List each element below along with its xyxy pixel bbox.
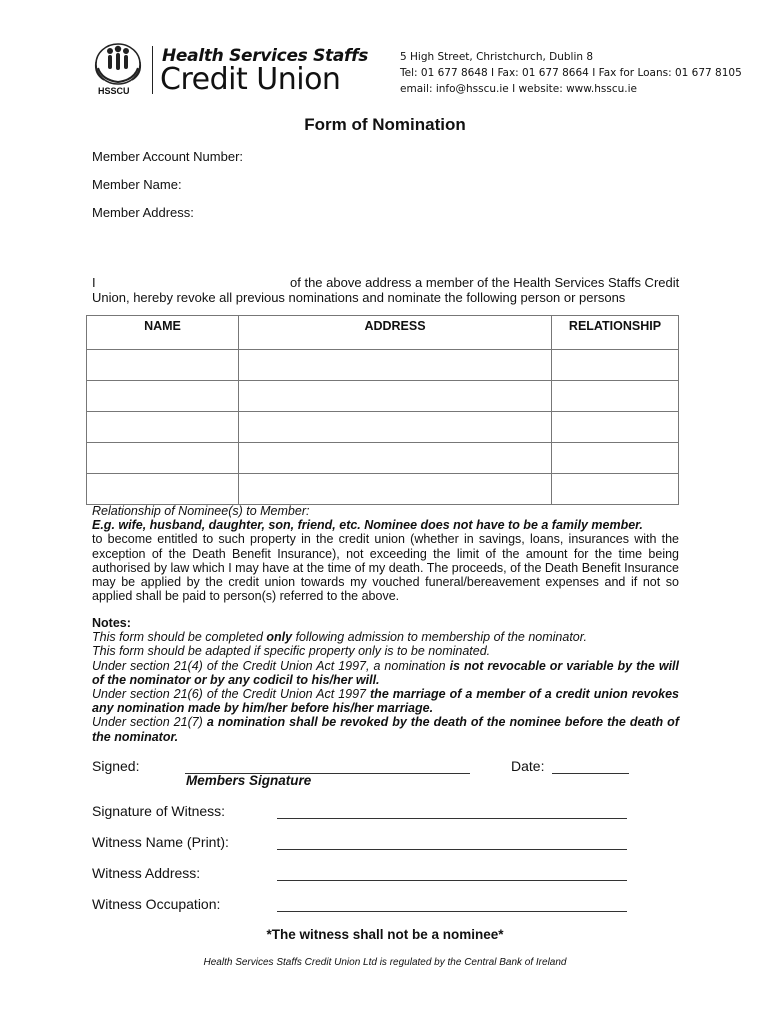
relationship-cell[interactable] [552, 443, 679, 474]
notes-heading: Notes: [92, 616, 131, 630]
org-address: 5 High Street, Christchurch, Dublin 8 [400, 51, 594, 63]
table-row [87, 474, 679, 505]
date-line[interactable] [552, 773, 629, 774]
table-row [87, 443, 679, 474]
declaration-line2: Union, hereby revoke all previous nominations and nominate the following person or persons [92, 290, 626, 305]
witness-signature-line[interactable] [277, 818, 627, 819]
witness-warning: *The witness shall not be a nominee* [266, 927, 504, 942]
member-address-label: Member Address: [92, 205, 194, 220]
declaration-line1: of the above address a member of the Health Services Staffs Credit [290, 275, 680, 290]
member-account-label: Member Account Number: [92, 149, 244, 164]
address-cell[interactable] [239, 443, 552, 474]
note-3: Under section 21(4) of the Credit Union Act 1997, a nomination is not revocable or variable by the will of the nominator or by any codicil to his/her will. [92, 658, 679, 687]
date-label: Date: [511, 758, 545, 774]
org-name-line1: Health Services Staffs [162, 46, 369, 66]
relationship-cell[interactable] [552, 350, 679, 381]
signed-label: Signed: [92, 758, 140, 774]
name-cell[interactable] [87, 350, 239, 381]
relationship-section [92, 504, 679, 603]
col-address-header: ADDRESS [239, 316, 552, 350]
table-header-row [87, 316, 679, 350]
page-title: Form of Nomination [304, 115, 466, 134]
col-relationship-header: RELATIONSHIP [552, 316, 679, 350]
relationship-heading: Relationship of Nominee(s) to Member: [92, 504, 310, 518]
address-cell[interactable] [239, 350, 552, 381]
footer-regulation: Health Services Staffs Credit Union Ltd is regulated by the Central Bank of Ireland [203, 957, 567, 968]
relationship-text: to become entitled to such property in the credit union (whether in savings, loans, insurances with the exception of the Death Benefit Insurance), not exceeding the limit of the amount for the time being authorised by law which I may have at the time of my death. The proceeds, of the Death Benefit Insurance may be applied by the credit union towards my vouched funeral/bereavement expenses and if not so applied shall be paid to person(s) referred to the above. [92, 532, 679, 604]
relationship-cell[interactable] [552, 412, 679, 443]
org-name-line2: Credit Union [160, 62, 341, 97]
address-cell[interactable] [239, 412, 552, 443]
col-name-header: NAME [87, 316, 239, 350]
witness-occupation-line[interactable] [277, 911, 627, 912]
note-4: Under section 21(6) of the Credit Union Act 1997 the marriage of a member of a credit union revokes any nomination made by him/her before his/her marriage. [92, 687, 679, 716]
name-cell[interactable] [87, 443, 239, 474]
name-cell[interactable] [87, 412, 239, 443]
member-name-label: Member Name: [92, 177, 182, 192]
org-web: email: info@hsscu.ie I website: www.hsscu.ie [400, 83, 637, 95]
note-2: This form should be adapted if specific property only is to be nominated. [92, 644, 491, 659]
note-1: This form should be completed only following admission to membership of the nominator. [92, 630, 587, 645]
nominee-table [86, 315, 679, 505]
notes-section [92, 616, 679, 744]
note-5: Under section 21(7) a nomination shall be revoked by the death of the nominee before the death of the nominator. [92, 715, 679, 744]
name-cell[interactable] [87, 381, 239, 412]
declaration-i: I [92, 275, 96, 290]
relationship-example: E.g. wife, husband, daughter, son, friend, etc. Nominee does not have to be a family member. [92, 518, 643, 533]
hsscu-logo [92, 40, 144, 98]
members-signature-caption: Members Signature [186, 773, 312, 788]
witness-address-line[interactable] [277, 880, 627, 881]
address-cell[interactable] [239, 474, 552, 505]
org-phones: Tel: 01 677 8648 I Fax: 01 677 8664 I Fax for Loans: 01 677 8105 [400, 67, 742, 79]
table-row [87, 412, 679, 443]
table-row [87, 381, 679, 412]
address-cell[interactable] [239, 381, 552, 412]
relationship-cell[interactable] [552, 474, 679, 505]
witness-name-label: Witness Name (Print): [92, 834, 229, 850]
header-divider [152, 46, 153, 94]
witness-name-line[interactable] [277, 849, 627, 850]
witness-occupation-label: Witness Occupation: [92, 896, 221, 912]
witness-address-label: Witness Address: [92, 865, 201, 881]
table-row [87, 350, 679, 381]
relationship-cell[interactable] [552, 381, 679, 412]
logo-caption: HSSCU [98, 86, 130, 96]
witness-signature-label: Signature of Witness: [92, 803, 226, 819]
name-cell[interactable] [87, 474, 239, 505]
